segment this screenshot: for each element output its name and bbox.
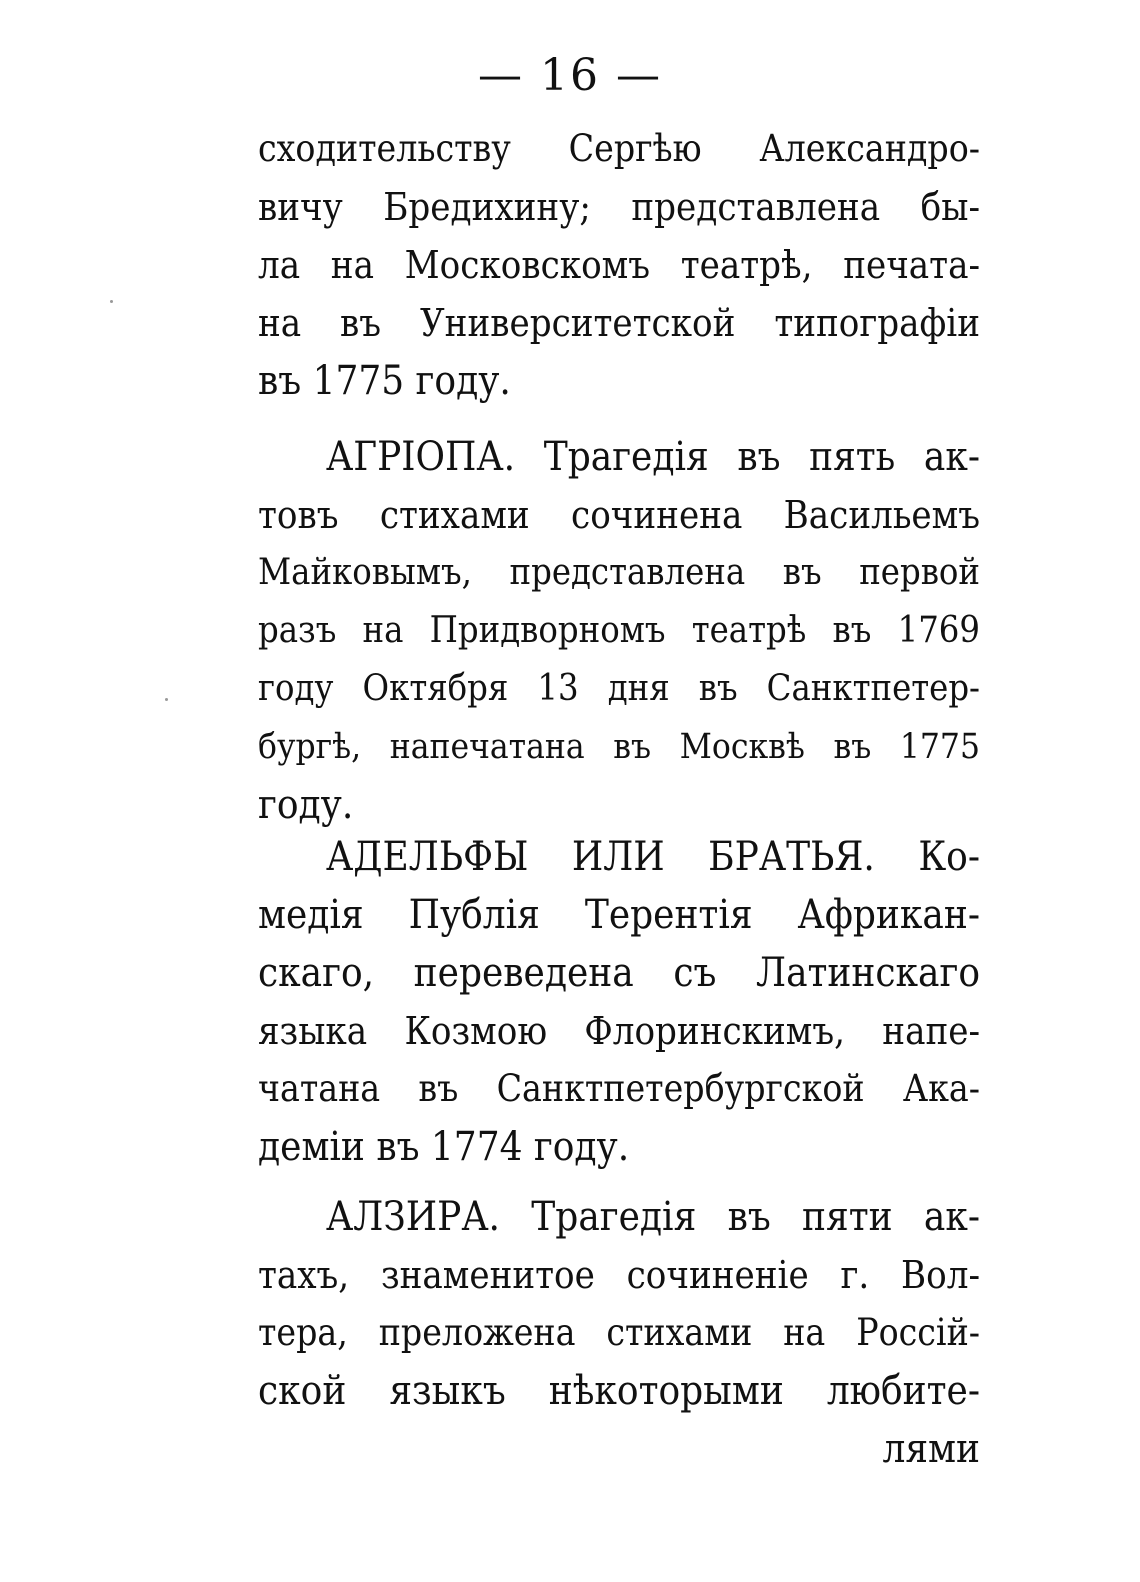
text-line: на въ Университетской типографіи bbox=[258, 301, 980, 345]
text-line: тера, преложена стихами на Россій- bbox=[258, 1311, 980, 1354]
text-line: ла на Московскомъ театрѣ, печата- bbox=[258, 243, 980, 287]
text-line: разъ на Придворномъ театрѣ въ 1769 bbox=[258, 610, 980, 651]
text-line: медія Публія Терентія Африкан- bbox=[258, 892, 980, 938]
entry-adelfy bbox=[258, 828, 980, 1176]
page-number: — 16 — bbox=[478, 50, 662, 101]
entry-heading-line: АЛЗИРА. Трагедія въ пяти ак- bbox=[326, 1194, 980, 1240]
text-line: тахъ, знаменитое сочиненіе г. Вол- bbox=[258, 1253, 980, 1297]
entry-heading-line: АГРІОПА. Трагедія въ пять ак- bbox=[326, 434, 980, 480]
text-line: году Октября 13 дня въ Санктпетер- bbox=[258, 668, 980, 709]
text-line: вичу Бредихину; представлена бы- bbox=[258, 185, 980, 229]
text-line: Майковымъ, представлена въ первой bbox=[258, 552, 980, 593]
entry-alzira bbox=[258, 1188, 980, 1478]
scan-speck bbox=[165, 698, 168, 701]
text-line: языка Козмою Флоринскимъ, напе- bbox=[258, 1009, 980, 1053]
catchword-line: лями bbox=[882, 1426, 980, 1472]
text-line: товъ стихами сочинена Васильемъ bbox=[258, 493, 980, 537]
text-line: году. bbox=[258, 782, 354, 828]
entry-heading-line: АДЕЛЬФЫ ИЛИ БРАТЬЯ. Ко- bbox=[326, 834, 980, 880]
text-line: чатана въ Санктпетербургской Ака- bbox=[258, 1067, 980, 1110]
text-line: ской языкъ нѣкоторыми любите- bbox=[258, 1368, 980, 1414]
entry-agriopa bbox=[258, 428, 980, 834]
text-line: сходительству Сергѣю Александро- bbox=[258, 127, 980, 170]
text-line: бургѣ, напечатана въ Москвѣ въ 1775 bbox=[258, 727, 980, 767]
text-line: въ 1775 году. bbox=[258, 358, 511, 404]
text-line: скаго, переведена съ Латинскаго bbox=[258, 950, 980, 996]
scan-speck bbox=[110, 300, 113, 303]
entry-continuation bbox=[258, 120, 980, 410]
text-line: деміи въ 1774 году. bbox=[258, 1124, 630, 1170]
